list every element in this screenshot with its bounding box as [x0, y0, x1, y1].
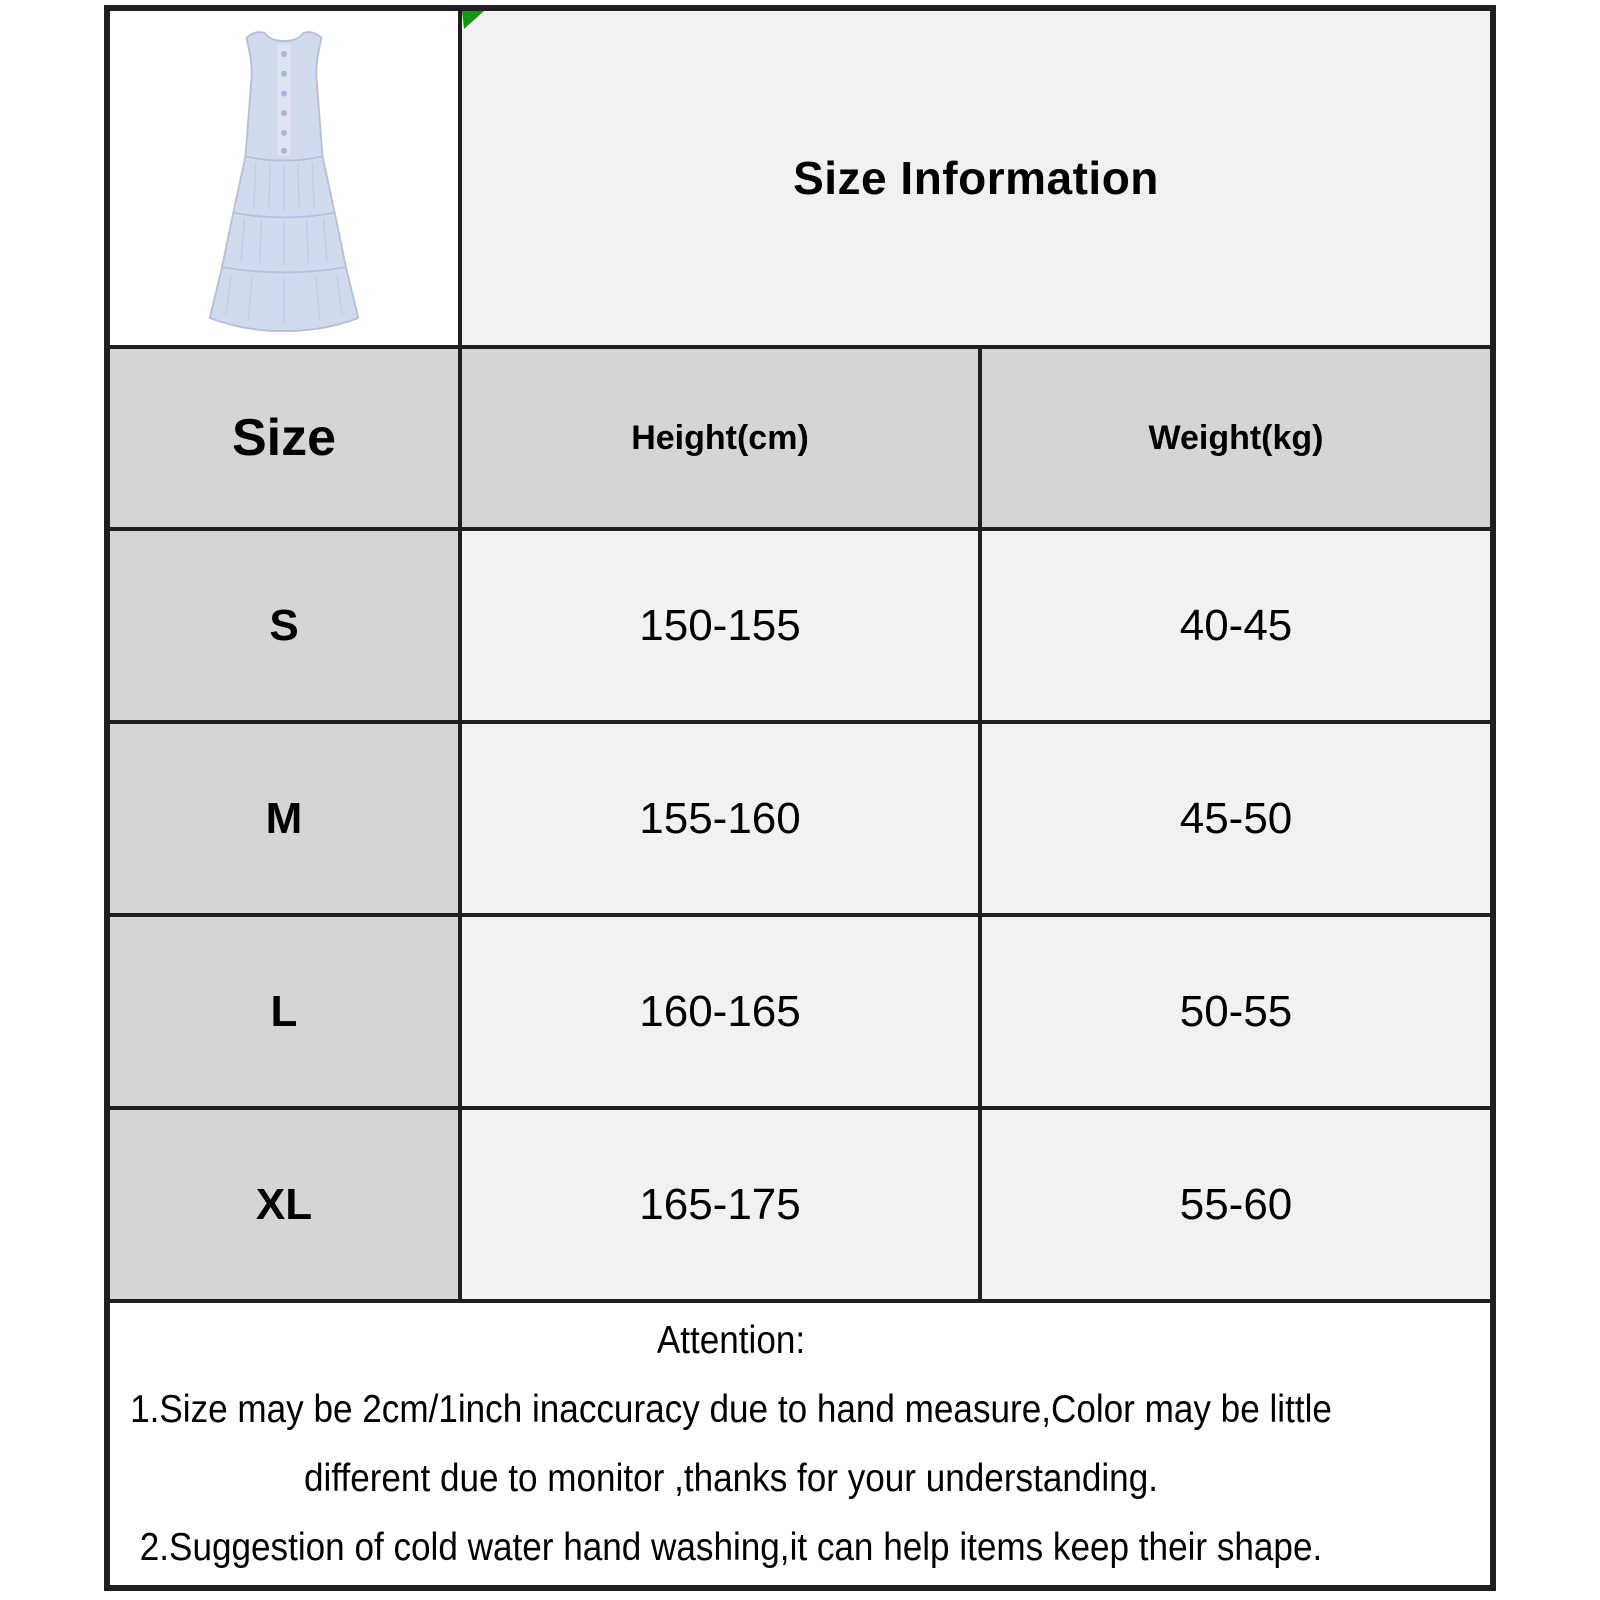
weight-value: 40-45: [980, 529, 1493, 722]
dress-illustration: [186, 23, 382, 333]
title-cell: [460, 8, 1493, 347]
table-row: [107, 529, 1493, 722]
dress-image: [110, 11, 458, 345]
attention-cell: [107, 1301, 1493, 1588]
height-value: 165-175: [460, 1108, 980, 1301]
attention-row: [107, 1301, 1493, 1588]
height-value: 160-165: [460, 915, 980, 1108]
table-row: [107, 722, 1493, 915]
attention-line: 1.Size may be 2cm/1inch inaccuracy due to hand measure,Color may be little: [130, 1388, 1332, 1431]
weight-value: 45-50: [980, 722, 1493, 915]
table-header-row: [107, 347, 1493, 529]
size-label: XL: [107, 1108, 460, 1301]
title-row: [107, 8, 1493, 347]
column-header-weight: Weight(kg): [980, 347, 1493, 529]
size-label: L: [107, 915, 460, 1108]
size-chart-sheet: [104, 5, 1496, 1591]
table-row: [107, 915, 1493, 1108]
product-image-cell: [107, 8, 460, 347]
green-corner-marker-icon: [462, 11, 486, 31]
height-value: 155-160: [460, 722, 980, 915]
attention-heading: Attention:: [656, 1319, 806, 1362]
weight-value: 55-60: [980, 1108, 1493, 1301]
weight-value: 50-55: [980, 915, 1493, 1108]
page-title: Size Information: [793, 152, 1159, 204]
attention-line: 2.Suggestion of cold water hand washing,it can help items keep their shape.: [139, 1526, 1323, 1569]
attention-line: different due to monitor ,thanks for your understanding.: [304, 1457, 1158, 1500]
size-label: M: [107, 722, 460, 915]
table-row: [107, 1108, 1493, 1301]
column-header-size: Size: [107, 347, 460, 529]
height-value: 150-155: [460, 529, 980, 722]
size-label: S: [107, 529, 460, 722]
size-table: [104, 5, 1496, 1591]
column-header-height: Height(cm): [460, 347, 980, 529]
